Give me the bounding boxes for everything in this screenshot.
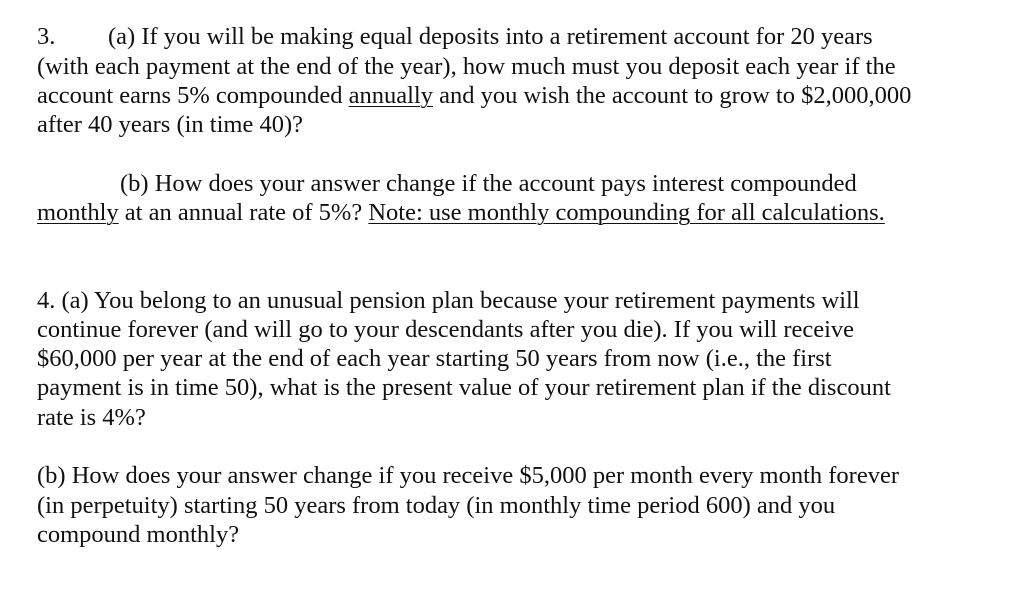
question-4b-text-line-2: (in perpetuity) starting 50 years from today (in monthly time period 600) and you [37, 492, 836, 519]
question-4a-text-line-1: 4. (a) You belong to an unusual pension plan because your retirement payments will [37, 287, 860, 314]
question-4b-text-line-1: (b) How does your answer change if you receive $5,000 per month every month forever [37, 462, 899, 489]
question-3b-text-line-2 [37, 198, 885, 228]
question-4a-text-line-2: continue forever (and will go to your descendants after you die). If you will receive [37, 316, 855, 343]
question-3-number: 3. [37, 23, 56, 50]
question-3a-text-line-3-start: account earns 5% compounded [37, 82, 349, 109]
question-4a-text-line-3: $60,000 per year at the end of each year starting 50 years from now (i.e., the first [37, 345, 832, 372]
question-4a-text-line-5: rate is 4%? [37, 404, 146, 431]
question-3a-text-line-3 [37, 81, 911, 111]
question-3b-text-line-1: (b) How does your answer change if the account pays interest compounded [120, 170, 857, 197]
question-4a-text-line-4: payment is in time 50), what is the present value of your retirement plan if the discount [37, 374, 891, 401]
question-3a-text-line-4: after 40 years (in time 40)? [37, 111, 303, 138]
note-underlined: Note: use monthly compounding for all calculations. [368, 199, 885, 226]
question-3a-text-line-2: (with each payment at the end of the year), how much must you deposit each year if the [37, 53, 896, 80]
question-3a-text-line-1: (a) If you will be making equal deposits into a retirement account for 20 years [108, 23, 873, 50]
annually-underlined: annually [348, 82, 433, 109]
question-3a-text-line-3-end: and you wish the account to grow to $2,000,000 [432, 82, 912, 109]
question-4b-text-line-3: compound monthly? [37, 521, 240, 548]
question-3b-text-line-2-mid: at an annual rate of 5%? [118, 199, 369, 226]
monthly-underlined: monthly [37, 199, 119, 226]
